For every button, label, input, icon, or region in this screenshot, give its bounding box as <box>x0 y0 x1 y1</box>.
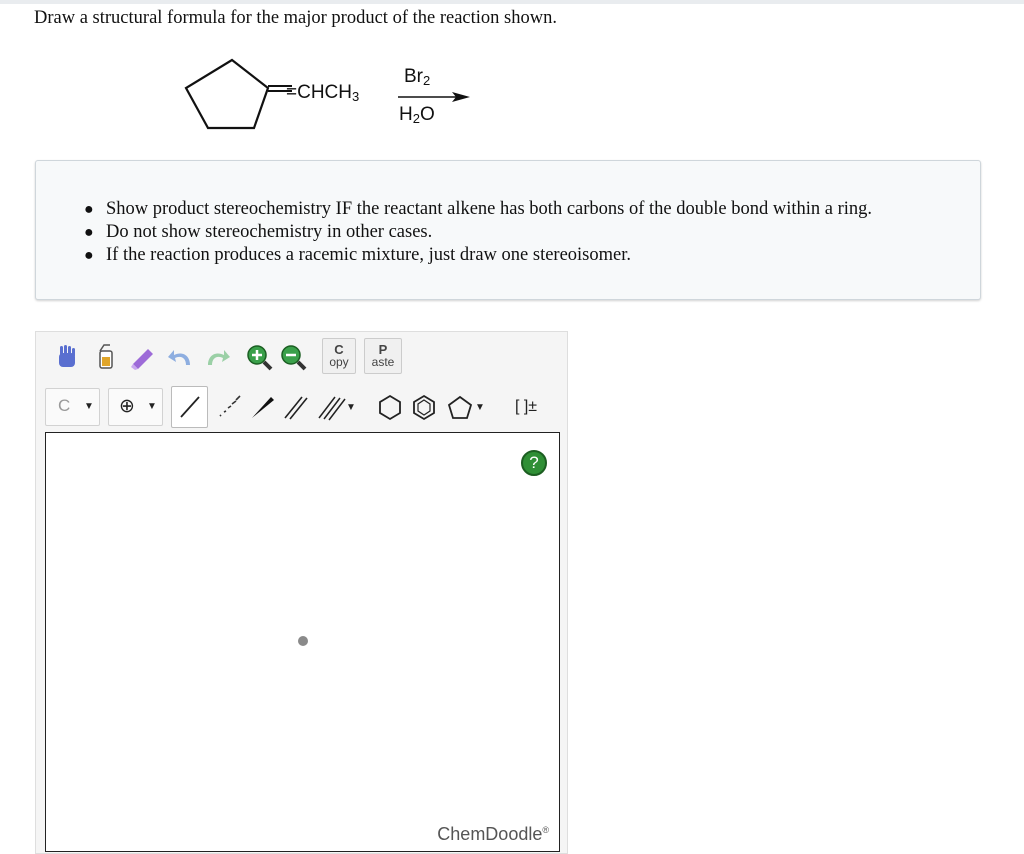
benzene-tool[interactable] <box>408 389 440 425</box>
paste-button-label-bottom: aste <box>371 355 395 369</box>
single-bond-tool[interactable] <box>171 386 208 428</box>
undo-icon <box>166 343 196 371</box>
help-button[interactable]: ? <box>521 450 547 476</box>
eraser-icon <box>128 342 158 372</box>
single-bond-icon <box>172 387 208 427</box>
paste-button-label-top: P <box>378 342 388 357</box>
charge-icon: ⊕ <box>119 396 135 417</box>
instruction-item: ● If the reaction produces a racemic mixture, just draw one stereoisomer. <box>84 245 631 265</box>
double-bond-icon <box>280 391 312 423</box>
eraser-tool[interactable] <box>126 340 160 374</box>
top-bar <box>0 0 1024 4</box>
copy-button-label-bottom: opy <box>329 355 349 369</box>
reagent-water: $H_2O$ <box>399 104 435 126</box>
reaction-scheme <box>180 50 480 140</box>
zoom-in-icon <box>245 343 273 371</box>
hand-icon <box>53 343 81 371</box>
canvas-center-dot <box>298 636 308 646</box>
instruction-item: ● Show product stereochemistry IF the reactant alkene has both carbons of the double bond within a ring. <box>84 199 873 219</box>
hashed-bond-tool[interactable] <box>212 389 246 425</box>
double-bond-tool[interactable] <box>280 389 312 425</box>
zoom-out-icon <box>279 343 307 371</box>
drawing-canvas[interactable] <box>45 432 560 852</box>
clear-tool[interactable] <box>88 340 122 374</box>
benzene-icon <box>409 392 439 422</box>
triple-bond-icon <box>316 391 346 423</box>
atom-label: C <box>58 396 71 415</box>
chemdoodle-logo: ChemDoodle® <box>437 824 549 844</box>
instruction-item: ● Do not show stereochemistry in other cases. <box>84 222 433 242</box>
cyclopentane-icon <box>445 392 475 422</box>
wedge-bond-tool[interactable] <box>246 389 278 425</box>
charge-selector[interactable] <box>108 388 163 426</box>
brackets-tool[interactable]: [ ]± <box>514 398 538 415</box>
zoom-out-button[interactable] <box>278 340 308 374</box>
chemdoodle-editor <box>35 331 568 854</box>
cyclohexane-tool[interactable] <box>374 389 406 425</box>
instructions-list <box>84 198 873 267</box>
chevron-down-icon: ▼ <box>475 401 485 413</box>
copy-button-label-top: C <box>334 342 344 357</box>
copy-button[interactable] <box>322 338 356 374</box>
redo-button[interactable] <box>200 340 234 374</box>
chevron-down-icon: ▼ <box>147 401 157 412</box>
atom-selector[interactable] <box>45 388 100 426</box>
zoom-in-button[interactable] <box>244 340 274 374</box>
paste-button[interactable] <box>364 338 402 374</box>
substituent-label: $=CHCH_3$ <box>286 82 360 104</box>
redo-icon <box>202 343 232 371</box>
trash-icon <box>91 342 119 372</box>
triple-bond-tool[interactable] <box>314 389 358 425</box>
wedge-bond-icon <box>246 391 278 423</box>
undo-button[interactable] <box>164 340 198 374</box>
pan-hand-tool[interactable] <box>50 340 84 374</box>
instructions-box <box>35 160 981 300</box>
reagent-bromine: $Br_2$ <box>404 66 431 88</box>
cyclohexane-icon <box>375 392 405 422</box>
hashed-bond-icon <box>213 391 245 423</box>
chevron-down-icon: ▼ <box>84 401 94 412</box>
question-text: Draw a structural formula for the major product of the reaction shown. <box>34 8 557 28</box>
cyclopentane-tool[interactable] <box>442 389 488 425</box>
chevron-down-icon: ▼ <box>346 401 356 413</box>
cyclopentane-ring <box>186 60 268 128</box>
